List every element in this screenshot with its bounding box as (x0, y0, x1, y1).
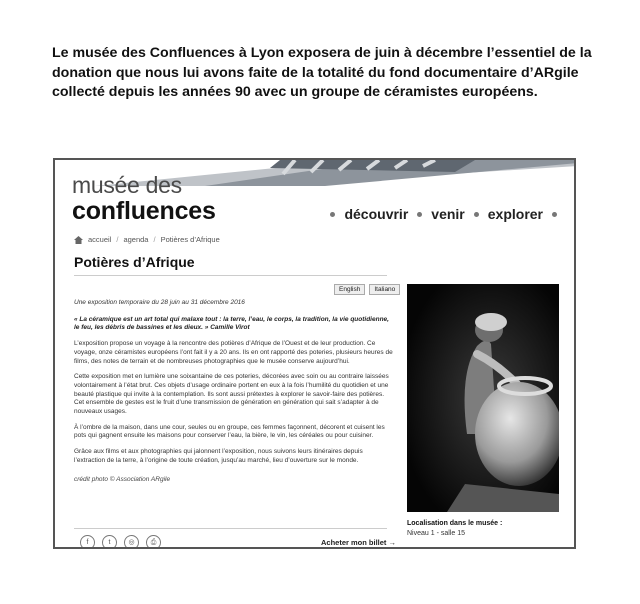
lang-italiano-button[interactable]: Italiano (369, 284, 400, 295)
facebook-icon[interactable]: f (80, 535, 95, 549)
logo-line2[interactable]: confluences (72, 197, 216, 225)
nav-bullet (417, 212, 422, 217)
breadcrumb (74, 235, 220, 244)
arrow-right-icon: → (388, 538, 397, 547)
lang-english-button[interactable]: English (334, 284, 365, 295)
logo-line1[interactable]: musée des (72, 172, 182, 198)
museum-location (407, 519, 502, 539)
photo-credit: crédit photo © Association ARgile (74, 475, 171, 483)
print-icon[interactable]: ⎙ (146, 535, 161, 549)
intro-text: Le musée des Confluences à Lyon exposera de juin à décembre l’essentiel de la donation que nous lui avons faite de la totalité du fond documentaire d’ARgile collecté depuis les années 90 avec un groupe de céramistes européens. (52, 45, 592, 100)
article-body (74, 299, 394, 491)
home-icon[interactable] (74, 236, 83, 244)
language-switcher (334, 284, 400, 295)
article-paragraph: À l’ombre de la maison, dans une cour, seules ou en groupe, ces femmes façonnent, décorent et cuisent les pots qui gagnent ensuite les maisons pour conserver l’eau, la bière, le vin, les céréales ou pour cuisiner. (74, 423, 385, 440)
exhibition-dates: Une exposition temporaire du 28 juin au 31 décembre 2016 (74, 299, 245, 306)
location-value: Niveau 1 - salle 15 (407, 530, 465, 537)
nav-venir[interactable]: venir (431, 206, 465, 222)
nav-decouvrir[interactable]: découvrir (344, 206, 409, 222)
nav-bullet (552, 212, 557, 217)
twitter-icon[interactable]: t (102, 535, 117, 549)
page-title: Potières d’Afrique (74, 254, 195, 270)
social-share (80, 535, 161, 549)
museum-page-screenshot (53, 158, 576, 549)
breadcrumb-current: Potières d’Afrique (160, 235, 220, 244)
footer-divider (74, 528, 387, 529)
nav-bullet (330, 212, 335, 217)
breadcrumb-agenda[interactable]: agenda (123, 235, 149, 244)
instagram-icon[interactable]: ◎ (124, 535, 139, 549)
breadcrumb-accueil[interactable]: accueil (88, 235, 112, 244)
title-divider (74, 275, 387, 276)
breadcrumb-separator: / (116, 235, 119, 244)
main-nav (321, 206, 566, 222)
article-paragraph: L’exposition propose un voyage à la rencontre des potières d’Afrique de l’Ouest et de leur production. Ce voyage, onze céramistes européens l’ont fait il y a 20 ans. Ils en ont rapporté des poteries, plusieurs heures de films, des notes de terrain et de nombreuses photographies que le musée conserve aujourd’hui. (74, 340, 393, 365)
nav-explorer[interactable]: explorer (487, 206, 543, 222)
buy-ticket-link[interactable] (321, 538, 396, 547)
article-paragraph: Grâce aux films et aux photographies qui jalonnent l’exposition, nous suivons leurs itinéraires depuis l’extraction de la terre, à l’origine de toute création, jusqu’au marché, lieu d’ouverture sur le monde. (74, 448, 363, 464)
article-paragraph: Cette exposition met en lumière une soixantaine de ces poteries, décorées avec soin ou au contraire laissées volontairement à l’état brut. Ces objets d’usage ordinaire portent en eux à la fois l’humilité du quotidien et une beauté plastique qui invite à la contemplation. Ils sont aussi prétextes à explorer le savoir-faire des potières. Cet ensemble de gestes est le fruit d’une transmission de génération en génération qui sait s’adapter à de nouveaux usages. (74, 373, 389, 416)
buy-ticket-label: Acheter mon billet (321, 538, 387, 547)
nav-bullet (474, 212, 479, 217)
exhibition-photo (407, 284, 559, 512)
location-label: Localisation dans le musée : (407, 520, 503, 527)
breadcrumb-separator: / (153, 235, 156, 244)
article-quote: « La céramique est un art total qui malaxe tout : la terre, l’eau, le corps, la tradition, la vie quotidienne, le feu, les débris de bassines et les dieux. » Camille Virot (74, 315, 389, 332)
